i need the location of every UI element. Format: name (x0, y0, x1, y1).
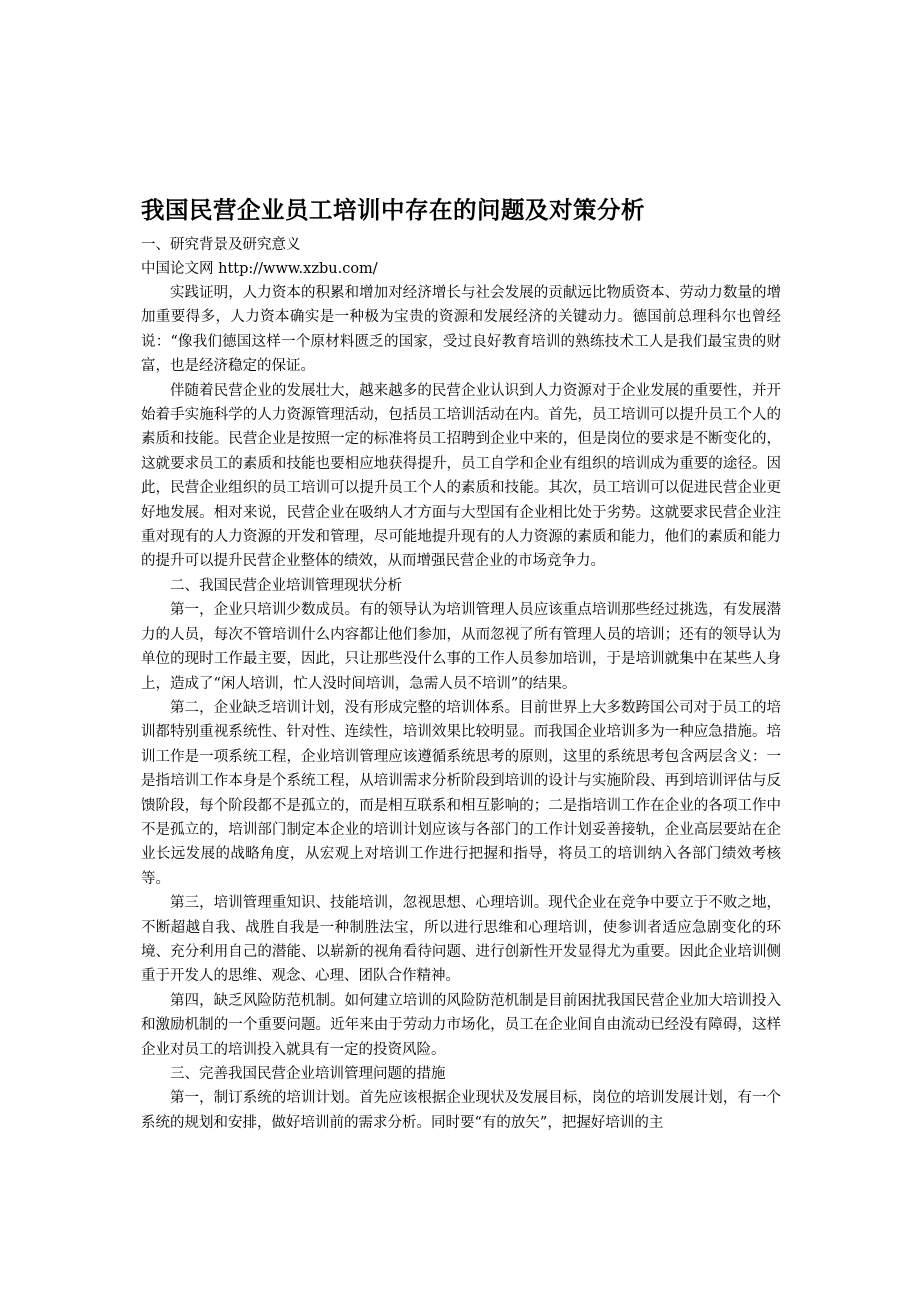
paragraph: 第二，企业缺乏培训计划，没有形成完整的培训体系。目前世界上大多数跨国公司对于员工的培训都特别重视系统性、针对性、连续性，培训效果比较明显。而我国企业培训多为一种应急措施。培训工作是一项系统工程，企业培训管理应该遵循系统思考的原则，这里的系统思考包含两层含义：一是指培训工作本身是个系统工程，从培训需求分析阶段到培训的设计与实施阶段、再到培训评估与反馈阶段，每个阶段都不是孤立的，而是相互联系和相互影响的；二是指培训工作在企业的各项工作中不是孤立的，培训部门制定本企业的培训计划应该与各部门的工作计划妥善接轨，企业高层要站在企业长远发展的战略角度，从宏观上对培训工作进行把握和指导，将员工的培训纳入各部门绩效考核等。 (141, 699, 781, 887)
document-body (141, 193, 781, 1135)
source-line: 中国论文网 http://www.xzbu.com/ (141, 261, 378, 277)
paragraph: 第四，缺乏风险防范机制。如何建立培训的风险防范机制是目前困扰我国民营企业加大培训投入和激励机制的一个重要问题。近年来由于劳动力市场化，员工在企业间自由流动已经没有障碍，这样企业对员工的培训投入就具有一定的投资风险。 (141, 992, 781, 1058)
paragraph: 实践证明，人力资本的积累和增加对经济增长与社会发展的贡献远比物质资本、劳动力数量的增加重要得多，人力资本确实是一种极为宝贵的资源和发展经济的关键动力。德国前总理科尔也曾经说：“像我们德国这样一个原材料匮乏的国家，受过良好教育培训的熟练技术工人是我们最宝贵的财富，也是经济稳定的保证。 (141, 285, 781, 375)
section-heading-3: 三、完善我国民营企业培训管理问题的措施 (170, 1066, 446, 1082)
section-heading-1: 一、研究背景及研究意义 (141, 237, 301, 253)
paragraph: 第一，企业只培训少数成员。有的领导认为培训管理人员应该重点培训那些经过挑选，有发展潜力的人员，每次不管培训什么内容都让他们参加，从而忽视了所有管理人员的培训；还有的领导认为单位的现时工作最主要，因此，只让那些没什么事的工作人员参加培训，于是培训就集中在某些人身上，造成了“闲人培训，忙人没时间培训，急需人员不培训”的结果。 (141, 602, 781, 692)
paragraph: 第三，培训管理重知识、技能培训，忽视思想、心理培训。现代企业在竞争中要立于不败之地，不断超越自我、战胜自我是一种制胜法宝，所以进行思维和心理培训，使参训者适应急剧变化的环境、充分利用自己的潜能、以崭新的视角看待问题、进行创新性开发显得尤为重要。因此企业培训侧重于开发人的思维、观念、心理、团队合作精神。 (141, 895, 781, 985)
paragraph: 第一，制订系统的培训计划。首先应该根据企业现状及发展目标，岗位的培训发展计划，有一个系统的规划和安排，做好培训前的需求分析。同时要“有的放矢”，把握好培训的主 (141, 1090, 781, 1131)
paragraph: 伴随着民营企业的发展壮大，越来越多的民营企业认识到人力资源对于企业发展的重要性，并开始着手实施科学的人力资源管理活动，包括员工培训活动在内。首先，员工培训可以提升员工个人的素质和技能。民营企业是按照一定的标准将员工招聘到企业中来的，但是岗位的要求是不断变化的，这就要求员工的素质和技能也要相应地获得提升，员工自学和企业有组织的培训成为重要的途径。因此，民营企业组织的员工培训可以提升员工个人的素质和技能。其次，员工培训可以促进民营企业更好地发展。相对来说，民营企业在吸纳人才方面与大型国有企业相比处于劣势。这就要求民营企业注重对现有的人力资源的开发和管理，尽可能地提升现有的人力资源的素质和能力，他们的素质和能力的提升可以提升民营企业整体的绩效，从而增强民营企业的市场竞争力。 (141, 382, 781, 570)
document-title: 我国民营企业员工培训中存在的问题及对策分析 (141, 196, 645, 224)
section-heading-2: 二、我国民营企业培训管理现状分析 (170, 577, 402, 594)
